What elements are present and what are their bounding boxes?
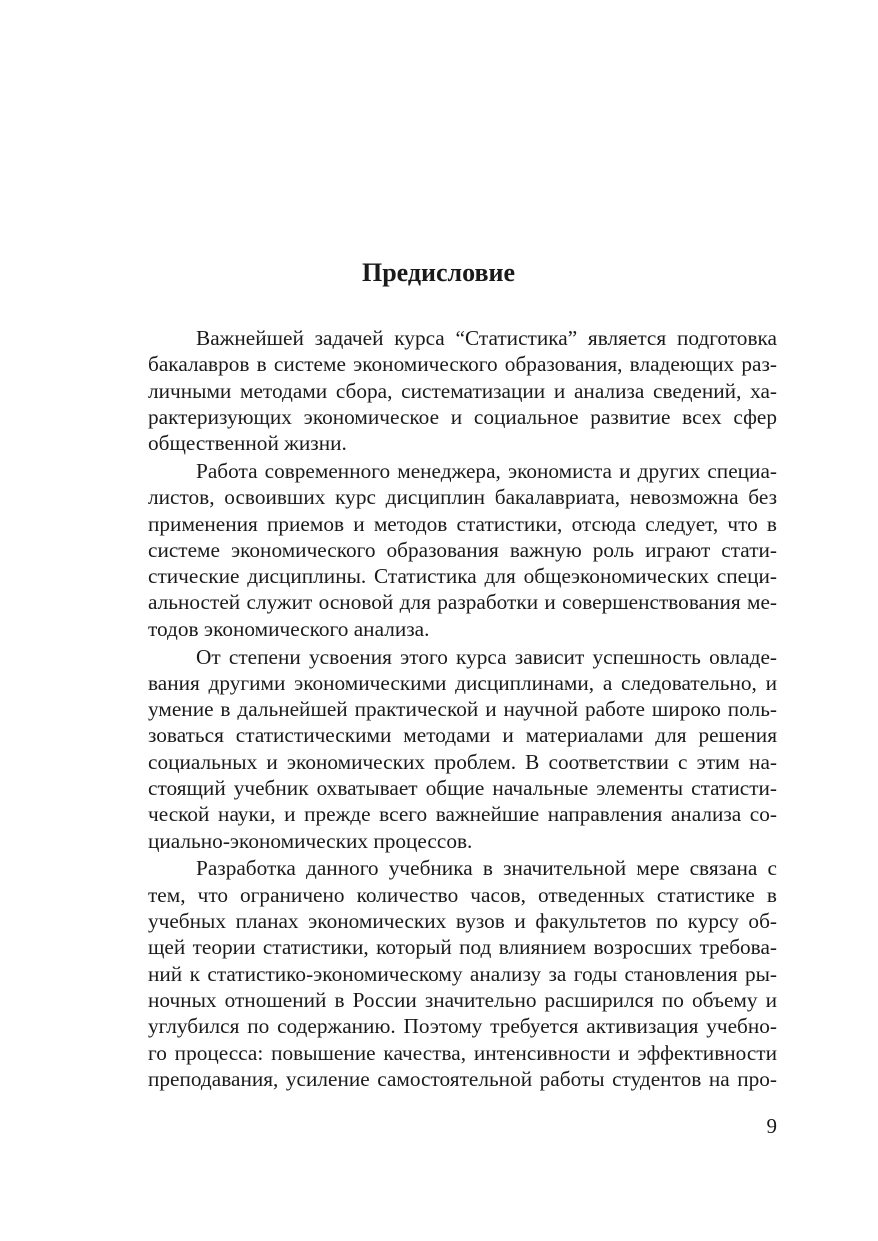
- text-line: ческой науки, и прежде всего важнейшие направления анализа со-: [148, 802, 777, 827]
- text-line: бакалавров в системе экономического образования, владеющих раз-: [148, 352, 777, 377]
- text-line: углубился по содержанию. Поэтому требуется активизация учебно-: [148, 1014, 777, 1039]
- body-text: [100, 325, 777, 1094]
- book-page: [100, 0, 777, 1241]
- text-line: личными методами сбора, систематизации и анализа сведений, ха-: [148, 378, 777, 403]
- text-line: го процесса: повышение качества, интенсивности и эффективности: [148, 1040, 777, 1065]
- paragraph-1: [100, 325, 777, 456]
- paragraph-3: [100, 644, 777, 854]
- text-line: тодов экономического анализа.: [148, 616, 430, 641]
- text-line: циально-экономических процессов.: [148, 828, 473, 853]
- text-line: системе экономического образования важную роль играют стати-: [148, 537, 777, 562]
- text-line: рактеризующих экономическое и социальное развитие всех сфер: [148, 404, 777, 429]
- text-line: стоящий учебник охватывает общие начальные элементы статисти-: [148, 776, 777, 801]
- page-number: 9: [766, 1114, 777, 1138]
- text-line: учебных планах экономических вузов и факультетов по курсу об-: [148, 909, 777, 934]
- text-line: преподавания, усиление самостоятельной работы студентов на про-: [148, 1066, 777, 1091]
- text-line: Важнейшей задачей курса “Статистика” является подготовка: [196, 326, 777, 350]
- text-line: зоваться статистическими методами и материалами для решения: [148, 723, 777, 748]
- text-line: применения приемов и методов статистики, отсюда следует, что в: [148, 511, 777, 536]
- text-line: Работа современного менеджера, экономиста и других специа-: [196, 458, 777, 483]
- text-line: ний к статистико-экономическому анализу за годы становления ры-: [148, 961, 777, 986]
- text-line: умение в дальнейшей практической и научной работе широко поль-: [148, 697, 777, 722]
- text-line: вания другими экономическими дисциплинами, а следовательно, и: [148, 670, 777, 695]
- text-line: общественной жизни.: [148, 431, 347, 456]
- text-line: щей теории статистики, который под влиянием возросших требова-: [148, 935, 777, 960]
- text-line: От степени усвоения этого курса зависит успешность овладе-: [196, 644, 777, 669]
- text-line: Разработка данного учебника в значительной мере связана с: [196, 856, 777, 881]
- paragraph-4: [100, 855, 777, 1092]
- page-title: Предисловие: [361, 258, 516, 287]
- text-line: стические дисциплины. Статистика для общеэкономических специ-: [148, 564, 777, 589]
- text-line: ночных отношений в России значительно расширился по объему и: [148, 987, 777, 1012]
- paragraph-2: [100, 458, 777, 642]
- text-line: социальных и экономических проблем. В соответствии с этим на-: [148, 749, 777, 774]
- text-line: листов, освоивших курс дисциплин бакалавриата, невозможна без: [148, 485, 777, 510]
- text-line: альностей служит основой для разработки и совершенствования ме-: [148, 590, 777, 615]
- text-line: тем, что ограничено количество часов, отведенных статистике в: [148, 882, 777, 907]
